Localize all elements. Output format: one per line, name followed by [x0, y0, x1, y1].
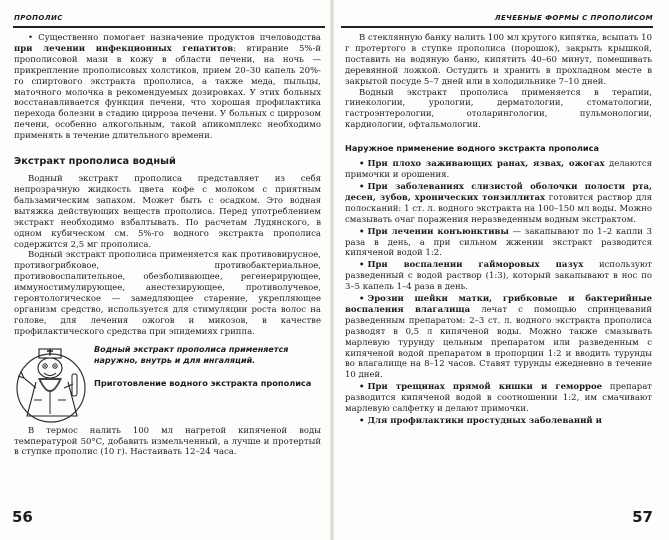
text-run: готовится раствор для полосканий: 1 ст. л. водного экстракта на 100–150 мл воды. Можно смазывать очаг поражения неразведенным водным экстрактом.: [345, 192, 652, 225]
bullet-item: [345, 260, 652, 293]
note-block: [14, 344, 321, 426]
bold-term: при лечении инфекционных гепатитов: [14, 43, 234, 54]
text-run: — закапывают по 1–2 капли 3 раза в день, а при сильном жжении экстракт разводится кипяченой водой 1:2.: [345, 226, 652, 259]
bold-term: Эрозии шейки матки, грибковые и бактерийные воспаления влагалища: [345, 294, 652, 315]
bullet-icon: •: [359, 382, 365, 393]
bullet-item: [345, 416, 652, 427]
bullet-icon: •: [359, 159, 365, 170]
section-heading: Экстракт прополиса водный: [14, 156, 176, 168]
description-paragraph: Водный экстракт прополиса представляет из себя непрозрачную жидкость цвета кофе с молоком с приятным бальзамическим запахом. Может быть с осадком. Это водная вытяжка действующих веществ прополиса. Перед употреблением экстракт необходимо взбалтывать. По расчетам Лудянского, в одном кубическом см. 5%-го водного экстракта прополиса содержится 2,5 мг прополиса.: [14, 174, 321, 250]
bullet-item: [345, 294, 652, 381]
preparation-paragraph: В термос налить 100 мл нагретой кипяченой воды температурой 50°С, добавить измельченный, а лучше и протертый в ступке прополис (10 г). Настаивать 12–24 часа.: [14, 425, 321, 458]
running-head-right: ЛЕЧЕБНЫЕ ФОРМЫ С ПРОПОЛИСОМ: [494, 14, 653, 22]
bullet-item: [345, 227, 652, 260]
text-run: : втирание 5%-й прополисовой мази в кожу в области печени, на ночь — прикрепление прополисовых холстиков, прием 20–30 капель 20%-го спиртового экстракта прополиса, а также меда, пыльцы, маточного молочка в рекомендуемых дозировках. У этих больных восстанавливается функция печени, что хорошая профилактика перехода болезни в стадию цирроза печени. У больных с циррозом печени, особенно алкогольным, такой апикомплекс необходимо применять в течение длительного времени.: [14, 43, 321, 142]
page-number-right: 57: [632, 508, 653, 526]
bullet-item: [345, 182, 652, 226]
usage-paragraph: Водный экстракт прополиса применяется как противовирусное, противогрибковое, противобактериальное, противовоспалительное, обезболивающее, регенерирующее, иммуностимулирующее, анестезирующее, противолучевое, геронтологическое — замедляющее старение, укрепляющее организм средство, используется для стимуляции роста волос на голове, для лечения ожогов и микозов, в качестве профилактического средства при эпидемиях гриппа.: [14, 250, 321, 337]
bullet-icon: •: [359, 181, 365, 192]
applications-paragraph: Водный экстракт прополиса применяется в терапии, гинекологии, урологии, дерматологии, стоматологии, гастроэнтерологии, отоларингологии, пульмонологии, кардиологии, офтальмологии.: [345, 87, 652, 131]
bee-doctor-illustration: [14, 344, 92, 426]
bold-term: При воспалении гайморовых пазух: [367, 260, 584, 271]
right-page-content: [345, 33, 652, 498]
text-run: • Существенно помогает назначение продуктов пчеловодства: [28, 33, 321, 43]
left-page: [0, 0, 331, 540]
left-page-content: [14, 33, 321, 498]
bullet-icon: •: [359, 260, 365, 271]
bullet-item: [345, 159, 652, 181]
water-bath-paragraph: В стеклянную банку налить 100 мл крутого кипятка, всыпать 10 г протертого в ступке прополиса (порошок), закрыть крышкой, поставить на водяную баню, кипятить 40–60 минут, помешивать деревянной ложкой. Остудить и хранить в прохладном месте в закрытой посуде 5–7 дней или в холодильнике 7–10 дней.: [345, 33, 652, 87]
bullet-icon: •: [359, 294, 365, 305]
bold-term: При плохо заживающих ранах, язвах, ожогах: [367, 159, 605, 170]
running-head-left: ПРОПОЛИС: [14, 14, 63, 22]
page-number-left: 56: [12, 508, 33, 526]
bold-term: При заболеваниях слизистой оболочки полости рта, десен, зубов, хронических тонзиллитах: [345, 181, 652, 203]
header-rule-right: [341, 26, 653, 28]
bold-term: При лечении конъюнктивы: [367, 226, 509, 237]
bullet-icon: •: [359, 226, 365, 237]
bullet-icon: •: [359, 416, 365, 426]
external-use-heading: Наружное применение водного экстракта прополиса: [345, 143, 599, 154]
text-run: делаются примочки и орошения.: [345, 159, 652, 181]
right-page: [333, 0, 669, 540]
bullet-item: [345, 382, 652, 415]
bold-term: Для профилактики простудных заболеваний и: [367, 416, 602, 426]
usage-note: Водный экстракт прополиса применяется наружно, внутрь и для ингаляций.: [94, 344, 289, 365]
hepatitis-paragraph: [14, 33, 321, 142]
text-run: используют разведенный с водой раствор (1:3), который закапывают в нос по 3–5 капель 1–4 раза в день.: [345, 260, 652, 293]
text-run: препарат разводится кипяченой водой в соотношении 1:2, им смачивают марлевую салфетку и делают примочки.: [345, 382, 652, 415]
header-rule-left: [13, 26, 325, 28]
bold-term: При трещинах прямой кишки и геморрое: [367, 382, 603, 393]
subsection-heading: Приготовление водного экстракта прополиса: [94, 377, 312, 388]
text-run: лечат с помощью спринцеваний разведенным препаратом: 2–3 ст. л. водного экстракта прополиса разводят в 0,5 л кипяченой воды. Можно также смазывать марлевую турунду цельным препаратом или разведенным с кипяченой водой препаратом в пропорции 1:2 и вводить турунды во влагалище на 8–12 часов. Ставят турунды ежедневно в течение 10 дней.: [345, 304, 652, 381]
